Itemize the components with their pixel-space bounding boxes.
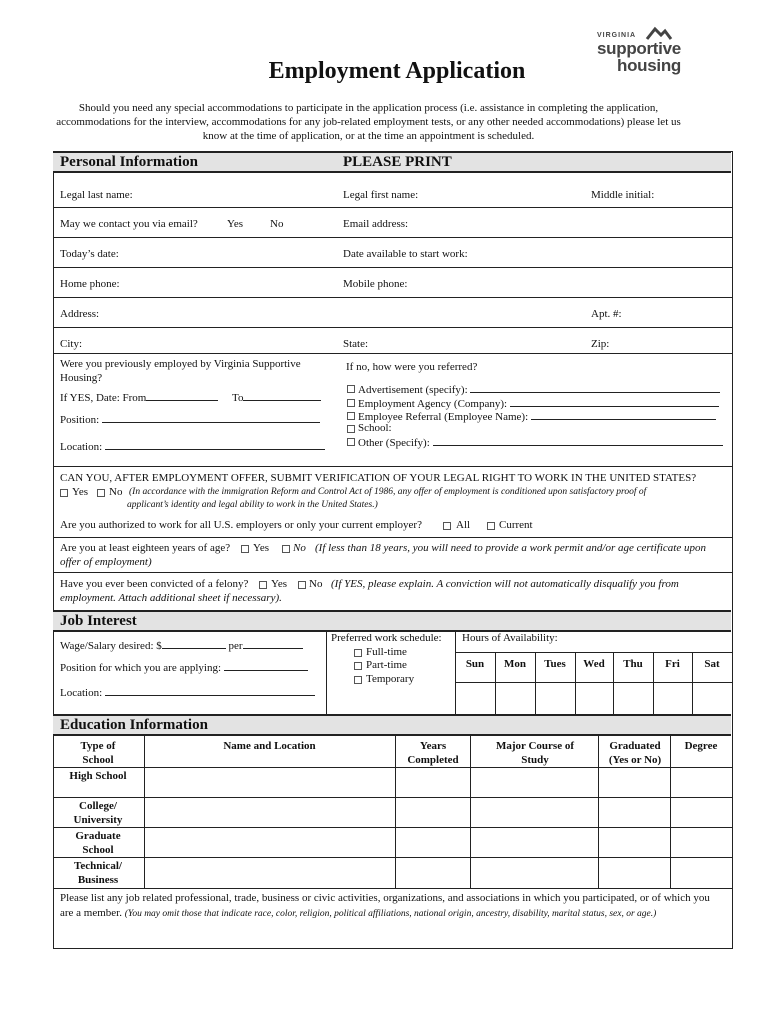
divider bbox=[53, 466, 732, 467]
divider bbox=[53, 267, 732, 268]
fulltime-option: Full-time bbox=[366, 646, 407, 658]
row-graduate-school: Graduate School bbox=[75, 830, 121, 856]
col-name-location: Name and Location bbox=[223, 740, 316, 752]
divider bbox=[53, 207, 732, 208]
logo-line2: housing bbox=[617, 56, 681, 75]
hours-label: Hours of Availability: bbox=[462, 632, 558, 644]
personal-section-header bbox=[53, 151, 731, 173]
referral-advertisement: Advertisement (specify): bbox=[358, 382, 720, 396]
divider bbox=[326, 630, 327, 715]
authorized-current: Current bbox=[499, 519, 533, 531]
divider bbox=[455, 630, 456, 715]
address-label: Address: bbox=[60, 308, 100, 320]
referral-question: If no, how were you referred? bbox=[346, 361, 478, 373]
prev-location-label: Location: bbox=[60, 439, 325, 453]
job-location-label: Location: bbox=[60, 685, 315, 699]
date-available-label: Date available to start work: bbox=[343, 248, 468, 260]
col-type-of-school: Type of School bbox=[80, 740, 116, 766]
row-technical: Technical/ Business bbox=[74, 860, 122, 886]
job-header-title: Job Interest bbox=[60, 613, 137, 629]
education-section-header bbox=[53, 714, 731, 736]
divider bbox=[670, 736, 671, 888]
prev-position-label: Position: bbox=[60, 412, 320, 426]
divider bbox=[53, 237, 732, 238]
age-yes-checkbox[interactable] bbox=[241, 545, 249, 553]
mobile-phone-label: Mobile phone: bbox=[343, 278, 408, 290]
verification-question: CAN YOU, AFTER EMPLOYMENT OFFER, SUBMIT VERIFICATION OF YOUR LEGAL RIGHT TO WORK IN THE UNITED STATES? bbox=[60, 472, 697, 484]
activities-prompt: Please list any job related professional, trade, business or civic activities, organizations, and associations in which you participated, or of which you are a member. (You may omit those that indicate race, color, religion, political affiliations, national origin, ancestry, disability, marital status, sex, or age.) bbox=[60, 892, 710, 919]
verification-note-2: applicant’s identity and legal ability to work in the United States.) bbox=[127, 500, 378, 510]
prev-employed-label: Were you previously employed by Virginia Supportive Housing? bbox=[60, 358, 301, 384]
row-high-school: High School bbox=[69, 770, 127, 782]
referral-checkbox[interactable] bbox=[347, 399, 355, 407]
parttime-checkbox[interactable] bbox=[354, 662, 362, 670]
middle-initial-label: Middle initial: bbox=[591, 189, 655, 201]
divider bbox=[455, 652, 732, 653]
authorized-all: All bbox=[456, 519, 471, 531]
day-thu: Thu bbox=[623, 658, 643, 670]
day-tues: Tues bbox=[544, 658, 566, 670]
city-label: City: bbox=[60, 338, 83, 350]
divider bbox=[455, 682, 732, 683]
today-date-label: Today’s date: bbox=[60, 248, 119, 260]
day-sat: Sat bbox=[704, 658, 720, 670]
age-note-2: offer of employment) bbox=[60, 556, 152, 568]
page-title: Employment Application bbox=[268, 58, 526, 84]
day-fri: Fri bbox=[665, 658, 680, 670]
felony-note-2: employment. Attach additional sheet if necessary). bbox=[60, 592, 282, 604]
parttime-option: Part-time bbox=[366, 659, 407, 671]
personal-header-title: Personal Information bbox=[60, 154, 198, 170]
apt-label: Apt. #: bbox=[591, 308, 622, 320]
referral-school: School: bbox=[358, 422, 392, 434]
age-no-checkbox[interactable] bbox=[282, 545, 290, 553]
fulltime-checkbox[interactable] bbox=[354, 649, 362, 657]
schedule-label: Preferred work schedule: bbox=[331, 632, 442, 644]
to-date-label: To bbox=[232, 390, 321, 404]
divider bbox=[598, 736, 599, 888]
position-applying-label: Position for which you are applying: bbox=[60, 660, 308, 674]
day-wed: Wed bbox=[583, 658, 605, 670]
divider bbox=[53, 797, 732, 798]
verification-no-checkbox[interactable] bbox=[97, 489, 105, 497]
contact-yes[interactable]: Yes bbox=[227, 218, 244, 230]
logo-state: VIRGINIA bbox=[597, 32, 637, 39]
felony-question: Have you ever been convicted of a felony? bbox=[60, 578, 249, 590]
divider bbox=[53, 353, 732, 354]
divider bbox=[53, 327, 732, 328]
day-mon: Mon bbox=[504, 658, 526, 670]
temporary-option: Temporary bbox=[366, 673, 415, 685]
divider bbox=[53, 767, 732, 768]
state-label: State: bbox=[343, 338, 369, 350]
age-question: Are you at least eighteen years of age? bbox=[60, 542, 231, 554]
divider bbox=[53, 537, 732, 538]
logo-line1: supportive bbox=[597, 39, 681, 58]
please-print-label: PLEASE PRINT bbox=[343, 154, 452, 170]
felony-no-checkbox[interactable] bbox=[298, 581, 306, 589]
referral-checkbox[interactable] bbox=[347, 438, 355, 446]
house-roof-icon bbox=[645, 26, 673, 40]
contact-no[interactable]: No bbox=[270, 218, 284, 230]
referral-employee: Employee Referral (Employee Name): bbox=[358, 409, 716, 423]
education-header-title: Education Information bbox=[60, 717, 208, 733]
temporary-checkbox[interactable] bbox=[354, 676, 362, 684]
home-phone-label: Home phone: bbox=[60, 278, 120, 290]
day-sun: Sun bbox=[465, 658, 485, 670]
col-major-course: Major Course of Study bbox=[496, 740, 574, 766]
col-years-completed: Years Completed bbox=[407, 740, 459, 766]
divider bbox=[53, 827, 732, 828]
divider bbox=[53, 857, 732, 858]
divider bbox=[53, 888, 732, 889]
referral-checkbox[interactable] bbox=[347, 425, 355, 433]
referral-agency: Employment Agency (Company): bbox=[358, 396, 719, 410]
age-note: (If less than 18 years, you will need to provide a work permit and/or age certificate upon bbox=[315, 542, 706, 554]
verification-no: No bbox=[109, 486, 123, 498]
verification-yes: Yes bbox=[72, 486, 89, 498]
felony-yes-checkbox[interactable] bbox=[259, 581, 267, 589]
wage-label: Wage/Salary desired: $ per bbox=[60, 638, 303, 652]
job-section-header bbox=[53, 610, 731, 632]
row-college: College/ University bbox=[73, 800, 123, 826]
col-graduated: Graduated (Yes or No) bbox=[608, 740, 662, 766]
felony-no: No bbox=[309, 578, 323, 590]
referral-checkbox[interactable] bbox=[347, 385, 355, 393]
contact-email-label: May we contact you via email? bbox=[60, 218, 198, 230]
intro-text: Should you need any special accommodations to participate in the application process (i.e. assistance in completing the application, accommodations for the interview, accommodations for any job-related employment tests, or any other needed accommodations) please let us know at the time of application, or at the time an appointment is scheduled. bbox=[56, 102, 681, 142]
verification-yes-checkbox[interactable] bbox=[60, 489, 68, 497]
col-degree: Degree bbox=[684, 740, 718, 752]
divider bbox=[395, 736, 396, 888]
authorized-question: Are you authorized to work for all U.S. employers or only your current employer? bbox=[60, 519, 422, 531]
zip-label: Zip: bbox=[591, 338, 610, 350]
divider bbox=[53, 572, 732, 573]
authorized-all-checkbox[interactable] bbox=[443, 522, 451, 530]
referral-checkbox[interactable] bbox=[347, 412, 355, 420]
felony-yes: Yes bbox=[271, 578, 288, 590]
age-no: No bbox=[293, 542, 306, 554]
divider bbox=[144, 736, 145, 888]
age-yes: Yes bbox=[253, 542, 270, 554]
last-name-label: Legal last name: bbox=[60, 189, 133, 201]
referral-other: Other (Specify): bbox=[358, 435, 723, 449]
first-name-label: Legal first name: bbox=[343, 189, 419, 201]
authorized-current-checkbox[interactable] bbox=[487, 522, 495, 530]
divider bbox=[470, 736, 471, 888]
email-label: Email address: bbox=[343, 218, 409, 230]
if-yes-date-label: If YES, Date: From bbox=[60, 390, 218, 404]
verification-note: (In accordance with the immigration Reform and Control Act of 1986, any offer of employment is conditioned upon satisfactory proof of bbox=[129, 487, 647, 497]
divider bbox=[53, 297, 732, 298]
felony-note: (If YES, please explain. A conviction will not automatically disqualify you from bbox=[331, 578, 679, 590]
